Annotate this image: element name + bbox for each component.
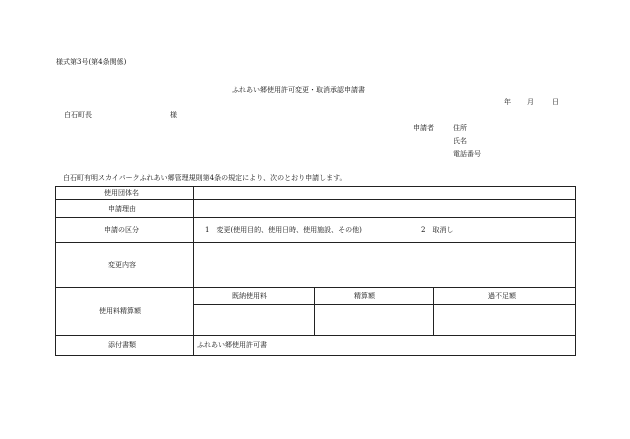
label-changes: 変更内容: [108, 261, 136, 269]
fee-col-settle: 精算額: [354, 292, 375, 300]
label-reason: 申請理由: [108, 205, 136, 213]
date-month-label: 月: [527, 98, 534, 106]
label-attachments: 添付書類: [108, 341, 136, 349]
fee-col-paid: 既納使用料: [232, 292, 267, 300]
date-year-label: 年: [504, 98, 511, 106]
document-title: ふれあい郷使用許可変更・取消承認申請書: [232, 86, 365, 94]
changes-field[interactable]: [195, 244, 575, 286]
fee-paid-field[interactable]: [195, 306, 313, 334]
applicant-phone-label: 電話番号: [453, 150, 481, 158]
fee-col-excess: 過不足額: [488, 292, 516, 300]
addressee: 白石町長: [64, 111, 92, 119]
applicant-label: 申請者: [413, 124, 434, 132]
date-day-label: 日: [552, 98, 559, 106]
label-group-name: 使用団体名: [104, 189, 139, 197]
attachment-value: ふれあい郷使用許可書: [197, 341, 267, 349]
category-option-change[interactable]: 1 変更(使用目的、使用日時、使用施設、その他): [205, 226, 362, 234]
label-fee-settlement: 使用料精算額: [99, 307, 141, 315]
intro-text: 白石町有明スカイパークふれあい郷管理規則第4条の規定により、次のとおり申請します。: [63, 174, 347, 182]
category-option-cancel[interactable]: 2 取消し: [421, 226, 454, 234]
fee-settle-field[interactable]: [316, 306, 432, 334]
applicant-address-label: 住所: [453, 124, 467, 132]
label-category: 申請の区分: [104, 226, 139, 234]
honorific: 様: [170, 111, 177, 119]
fee-excess-field[interactable]: [435, 306, 575, 334]
applicant-name-label: 氏名: [453, 137, 467, 145]
form-number: 様式第3号(第4条関係): [56, 58, 127, 66]
application-table: [55, 186, 576, 356]
group-name-field[interactable]: [195, 188, 575, 198]
reason-field[interactable]: [195, 201, 575, 216]
